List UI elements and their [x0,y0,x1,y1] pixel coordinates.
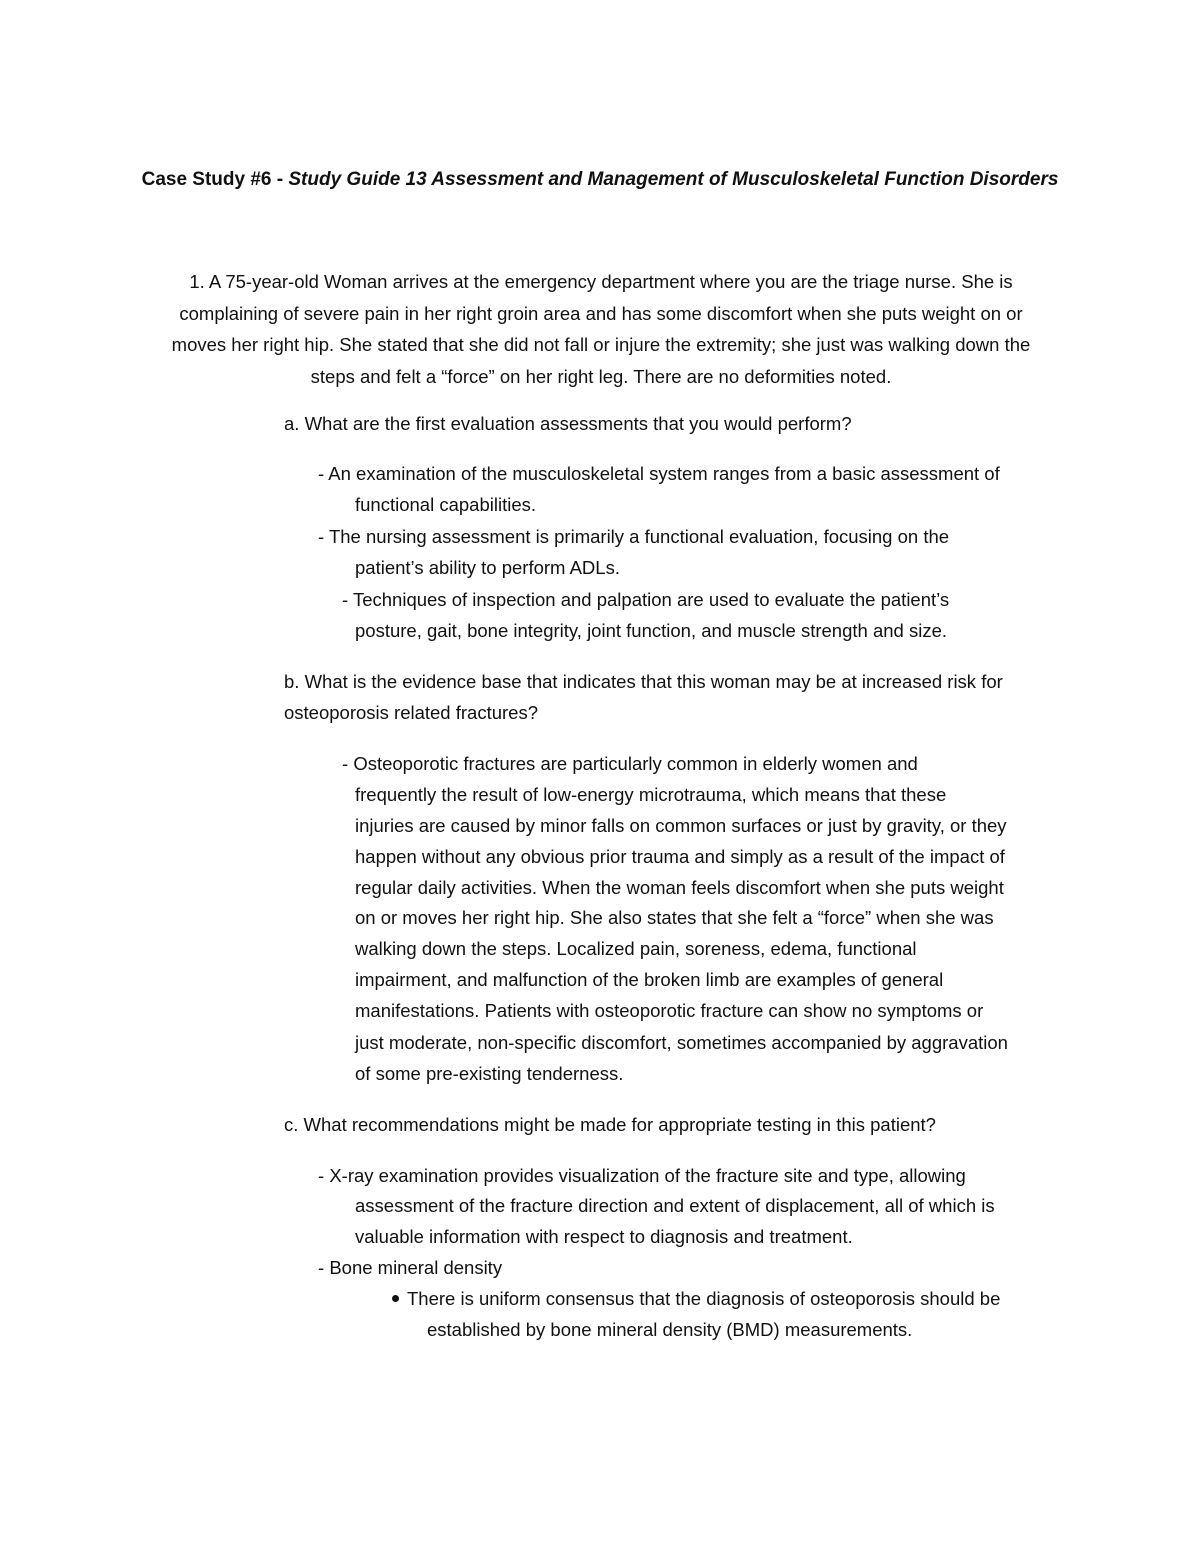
answer-b-line1: - Osteoporotic fractures are particularly common in elderly women and [342,752,918,776]
answer-a2-line2: patient’s ability to perform ADLs. [355,557,620,578]
answer-b-line5: regular daily activities. When the woman feels discomfort when she puts weight [355,877,1004,898]
answer-b-line2: frequently the result of low-energy microtrauma, which means that these [355,784,947,805]
answer-b-line11: of some pre-existing tenderness. [355,1063,624,1084]
answer-c1-line2: assessment of the fracture direction and extent of displacement, all of which is [355,1195,995,1216]
answer-b-line9: manifestations. Patients with osteoporotic fracture can show no symptoms or [355,1000,984,1021]
answer-b-line8: impairment, and malfunction of the broken limb are examples of general [355,969,944,990]
answer-c2-line1: - Bone mineral density [318,1256,502,1280]
answer-b-line3: injuries are caused by minor falls on common surfaces or just by gravity, or they [355,815,1007,836]
answer-a3-line1: - Techniques of inspection and palpation are used to evaluate the patient’s [342,588,949,612]
answer-c1-line1: - X-ray examination provides visualization of the fracture site and type, allowing [318,1164,966,1188]
answer-a1-line1: - An examination of the musculoskeletal system ranges from a basic assessment of [318,462,1000,486]
answer-c1-line3: valuable information with respect to diagnosis and treatment. [355,1226,853,1247]
answer-b-line10: just moderate, non-specific discomfort, sometimes accompanied by aggravation [355,1032,1008,1053]
question-b-label-line1: b. What is the evidence base that indicates that this woman may be at increased risk for [284,671,1003,692]
question-c-label: c. What recommendations might be made for appropriate testing in this patient? [284,1114,936,1135]
question-b-label-line2: osteoporosis related fractures? [284,702,538,723]
answer-b-line4: happen without any obvious prior trauma and simply as a result of the impact of [355,846,1005,867]
title-bold-part: Case Study #6 - [141,169,289,190]
answer-b-line6: on or moves her right hip. She also states that she felt a “force” when she was [355,907,994,928]
answer-c-bullet-line1: There is uniform consensus that the diagnosis of osteoporosis should be [407,1288,1001,1309]
title-italic-part: Study Guide 13 Assessment and Management of Musculoskeletal Function Disorders [288,169,1059,190]
answer-c-bullet [392,1287,1000,1311]
case-intro-paragraph: 1. A 75-year-old Woman arrives at the emergency department where you are the triage nurse. She is complaining of severe pain in her right groin area and has some discomfort when she puts weight on or moves her right hip. She stated that she did not fall or injure the extremity; she just was walking down the steps and felt a “force” on her right leg. There are no deformities noted. [171,271,1031,387]
answer-a2-line1: - The nursing assessment is primarily a functional evaluation, focusing on the [318,525,949,549]
answer-c-bullet-line2: established by bone mineral density (BMD) measurements. [427,1319,913,1340]
question-a-label: a. What are the first evaluation assessments that you would perform? [284,413,852,434]
bullet-dot-icon [392,1295,399,1302]
page-title [0,169,1200,191]
answer-b-line7: walking down the steps. Localized pain, soreness, edema, functional [355,938,917,959]
answer-a1-line2: functional capabilities. [355,494,536,515]
answer-a3-line2: posture, gait, bone integrity, joint function, and muscle strength and size. [355,620,947,641]
